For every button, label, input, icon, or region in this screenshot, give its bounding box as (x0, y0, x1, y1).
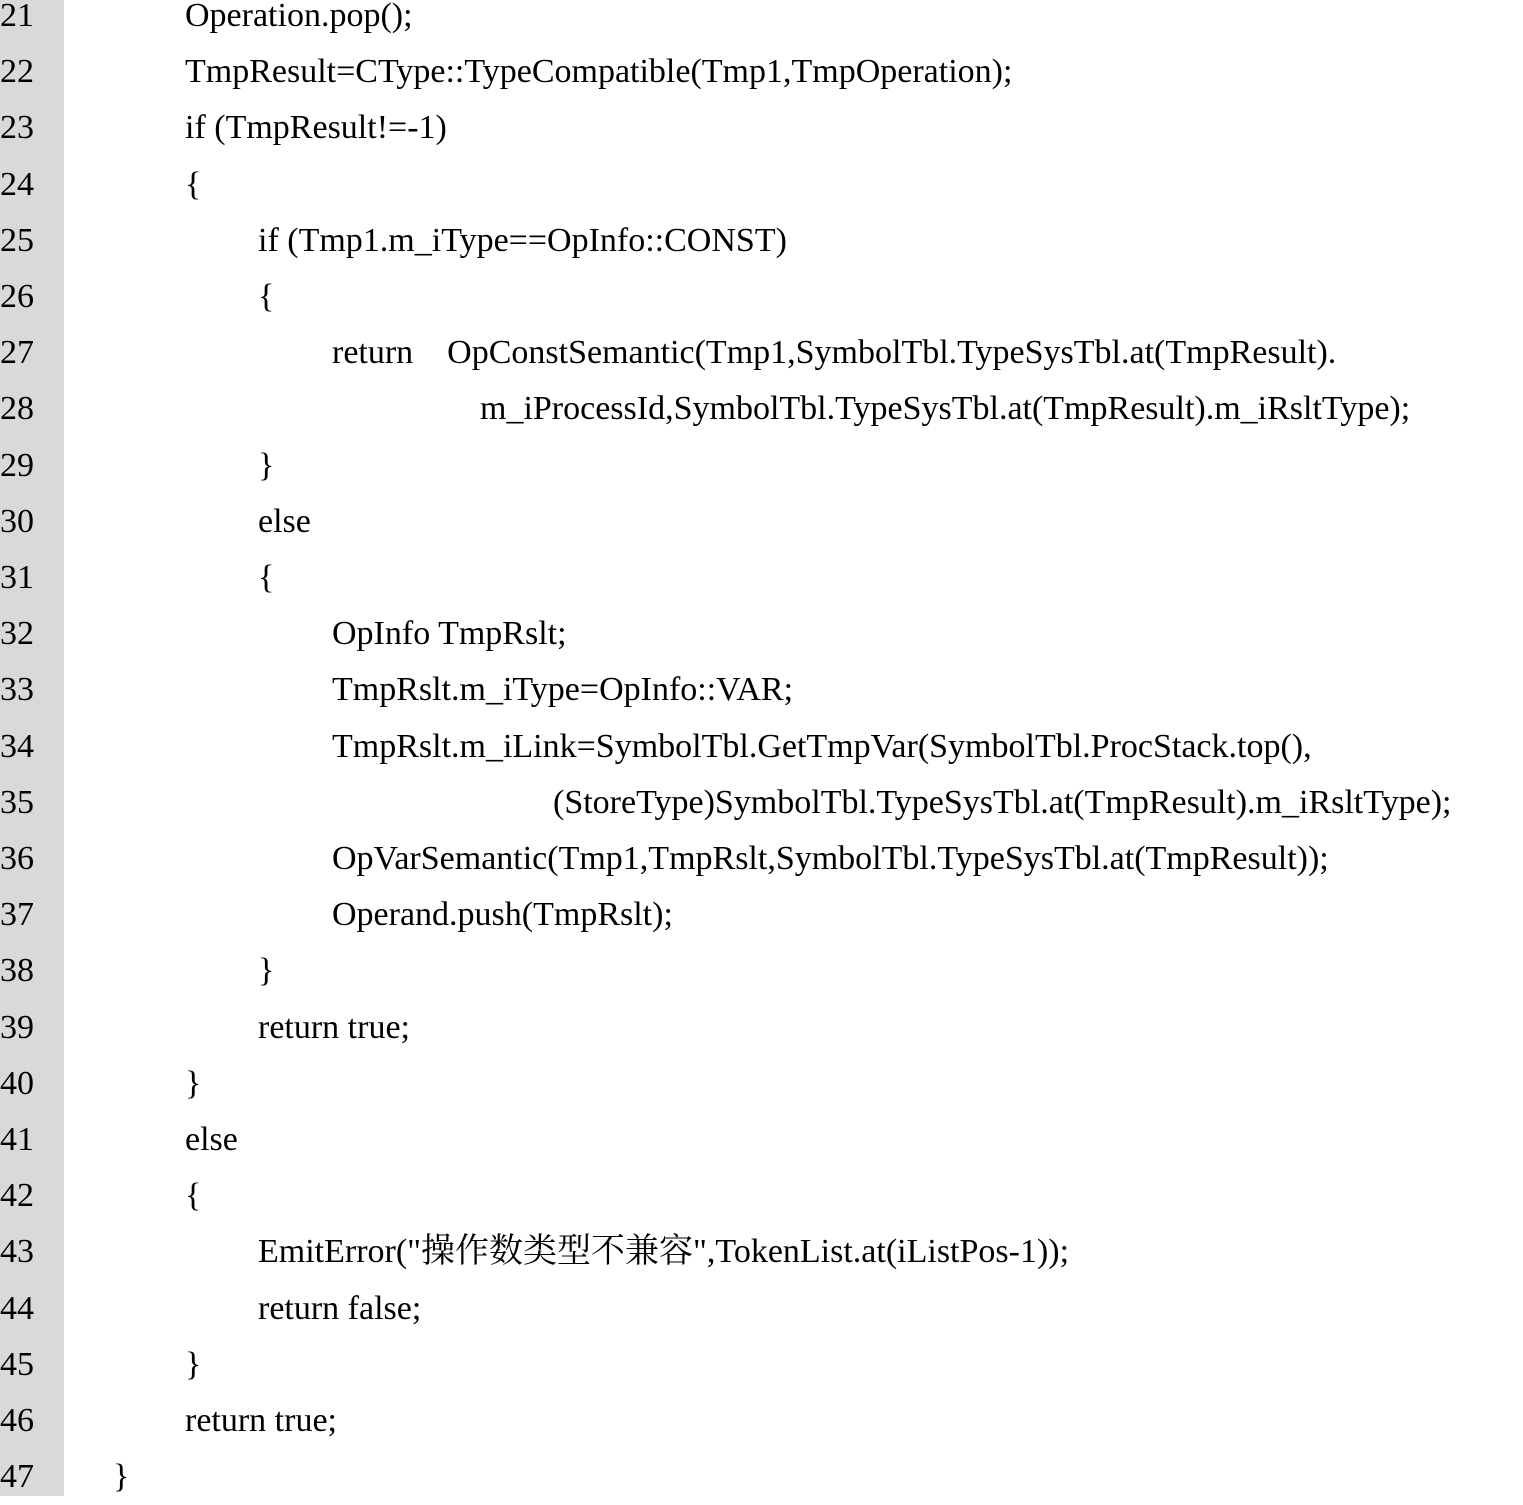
line-number: 35 (0, 783, 34, 821)
line-number: 27 (0, 334, 34, 372)
code-line (0, 1281, 1523, 1337)
line-number: 43 (0, 1233, 34, 1271)
code-line (0, 887, 1523, 943)
code-text: if (TmpResult!=-1) (185, 109, 447, 147)
code-line (0, 381, 1523, 437)
code-line (0, 1449, 1523, 1505)
line-number: 45 (0, 1345, 34, 1383)
line-number: 31 (0, 559, 34, 596)
code-line (0, 1168, 1523, 1224)
code-line (0, 943, 1523, 999)
code-line (0, 662, 1523, 718)
code-line (0, 438, 1523, 494)
code-text: Operation.pop(); (185, 0, 413, 34)
code-text: } (258, 446, 275, 484)
code-line (0, 1393, 1523, 1449)
code-text: else (185, 1121, 238, 1158)
code-text: { (185, 165, 202, 203)
line-number: 38 (0, 952, 34, 990)
line-number: 41 (0, 1121, 34, 1158)
code-text: m_iProcessId,SymbolTbl.TypeSysTbl.at(TmpResult).m_iRsltType); (480, 390, 1411, 428)
code-text: TmpRslt.m_iType=OpInfo::VAR; (332, 671, 794, 709)
code-text: } (258, 952, 275, 990)
code-line (0, 157, 1523, 213)
code-text: { (258, 278, 275, 315)
code-text: } (185, 1345, 202, 1383)
code-text: TmpResult=CType::TypeCompatible(Tmp1,TmpOperation); (185, 53, 1013, 91)
line-number: 36 (0, 840, 34, 877)
line-number: 46 (0, 1402, 34, 1439)
line-number: 47 (0, 1458, 34, 1496)
code-text: EmitError("操作数类型不兼容",TokenList.at(iListPos-1)); (258, 1233, 1070, 1271)
line-number: 37 (0, 896, 34, 934)
code-text: TmpRslt.m_iLink=SymbolTbl.GetTmpVar(SymbolTbl.ProcStack.top(), (332, 727, 1312, 765)
line-number: 42 (0, 1177, 34, 1215)
line-number: 32 (0, 615, 34, 653)
code-text: { (258, 559, 275, 596)
code-text: { (185, 1177, 202, 1215)
code-text: Operand.push(TmpRslt); (332, 896, 673, 934)
code-text: OpVarSemantic(Tmp1,TmpRslt,SymbolTbl.TypeSysTbl.at(TmpResult)); (332, 840, 1329, 877)
code-line (0, 1056, 1523, 1112)
code-text: } (113, 1458, 130, 1496)
code-line (0, 606, 1523, 662)
line-number: 22 (0, 53, 34, 91)
code-line (0, 1112, 1523, 1168)
line-number: 39 (0, 1008, 34, 1046)
code-line (0, 0, 1523, 44)
code-line (0, 1337, 1523, 1393)
code-text: (StoreType)SymbolTbl.TypeSysTbl.at(TmpResult).m_iRsltType); (553, 783, 1452, 821)
code-text: return false; (258, 1289, 422, 1327)
line-number: 23 (0, 109, 34, 147)
code-text: return true; (258, 1008, 410, 1046)
line-number: 26 (0, 278, 34, 315)
line-number: 40 (0, 1064, 34, 1102)
code-line (0, 100, 1523, 156)
code-line (0, 213, 1523, 269)
line-number: 25 (0, 221, 34, 259)
code-line (0, 1000, 1523, 1056)
code-text: if (Tmp1.m_iType==OpInfo::CONST) (258, 221, 787, 259)
line-number: 29 (0, 446, 34, 484)
code-line (0, 831, 1523, 887)
line-number: 30 (0, 502, 34, 540)
code-line (0, 494, 1523, 550)
line-number: 44 (0, 1289, 34, 1327)
code-line (0, 719, 1523, 775)
line-number: 28 (0, 390, 34, 428)
code-text: return true; (185, 1402, 337, 1439)
code-text: OpInfo TmpRslt; (332, 615, 567, 653)
line-number: 33 (0, 671, 34, 709)
code-line (0, 325, 1523, 381)
line-number: 21 (0, 0, 34, 34)
code-line (0, 550, 1523, 606)
code-line (0, 44, 1523, 100)
code-text: else (258, 502, 311, 540)
line-number: 34 (0, 727, 34, 765)
code-line (0, 775, 1523, 831)
code-line (0, 1224, 1523, 1280)
code-text: return OpConstSemantic(Tmp1,SymbolTbl.TypeSysTbl.at(TmpResult). (332, 334, 1337, 372)
code-line (0, 269, 1523, 325)
line-number: 24 (0, 165, 34, 203)
code-text: } (185, 1064, 202, 1102)
